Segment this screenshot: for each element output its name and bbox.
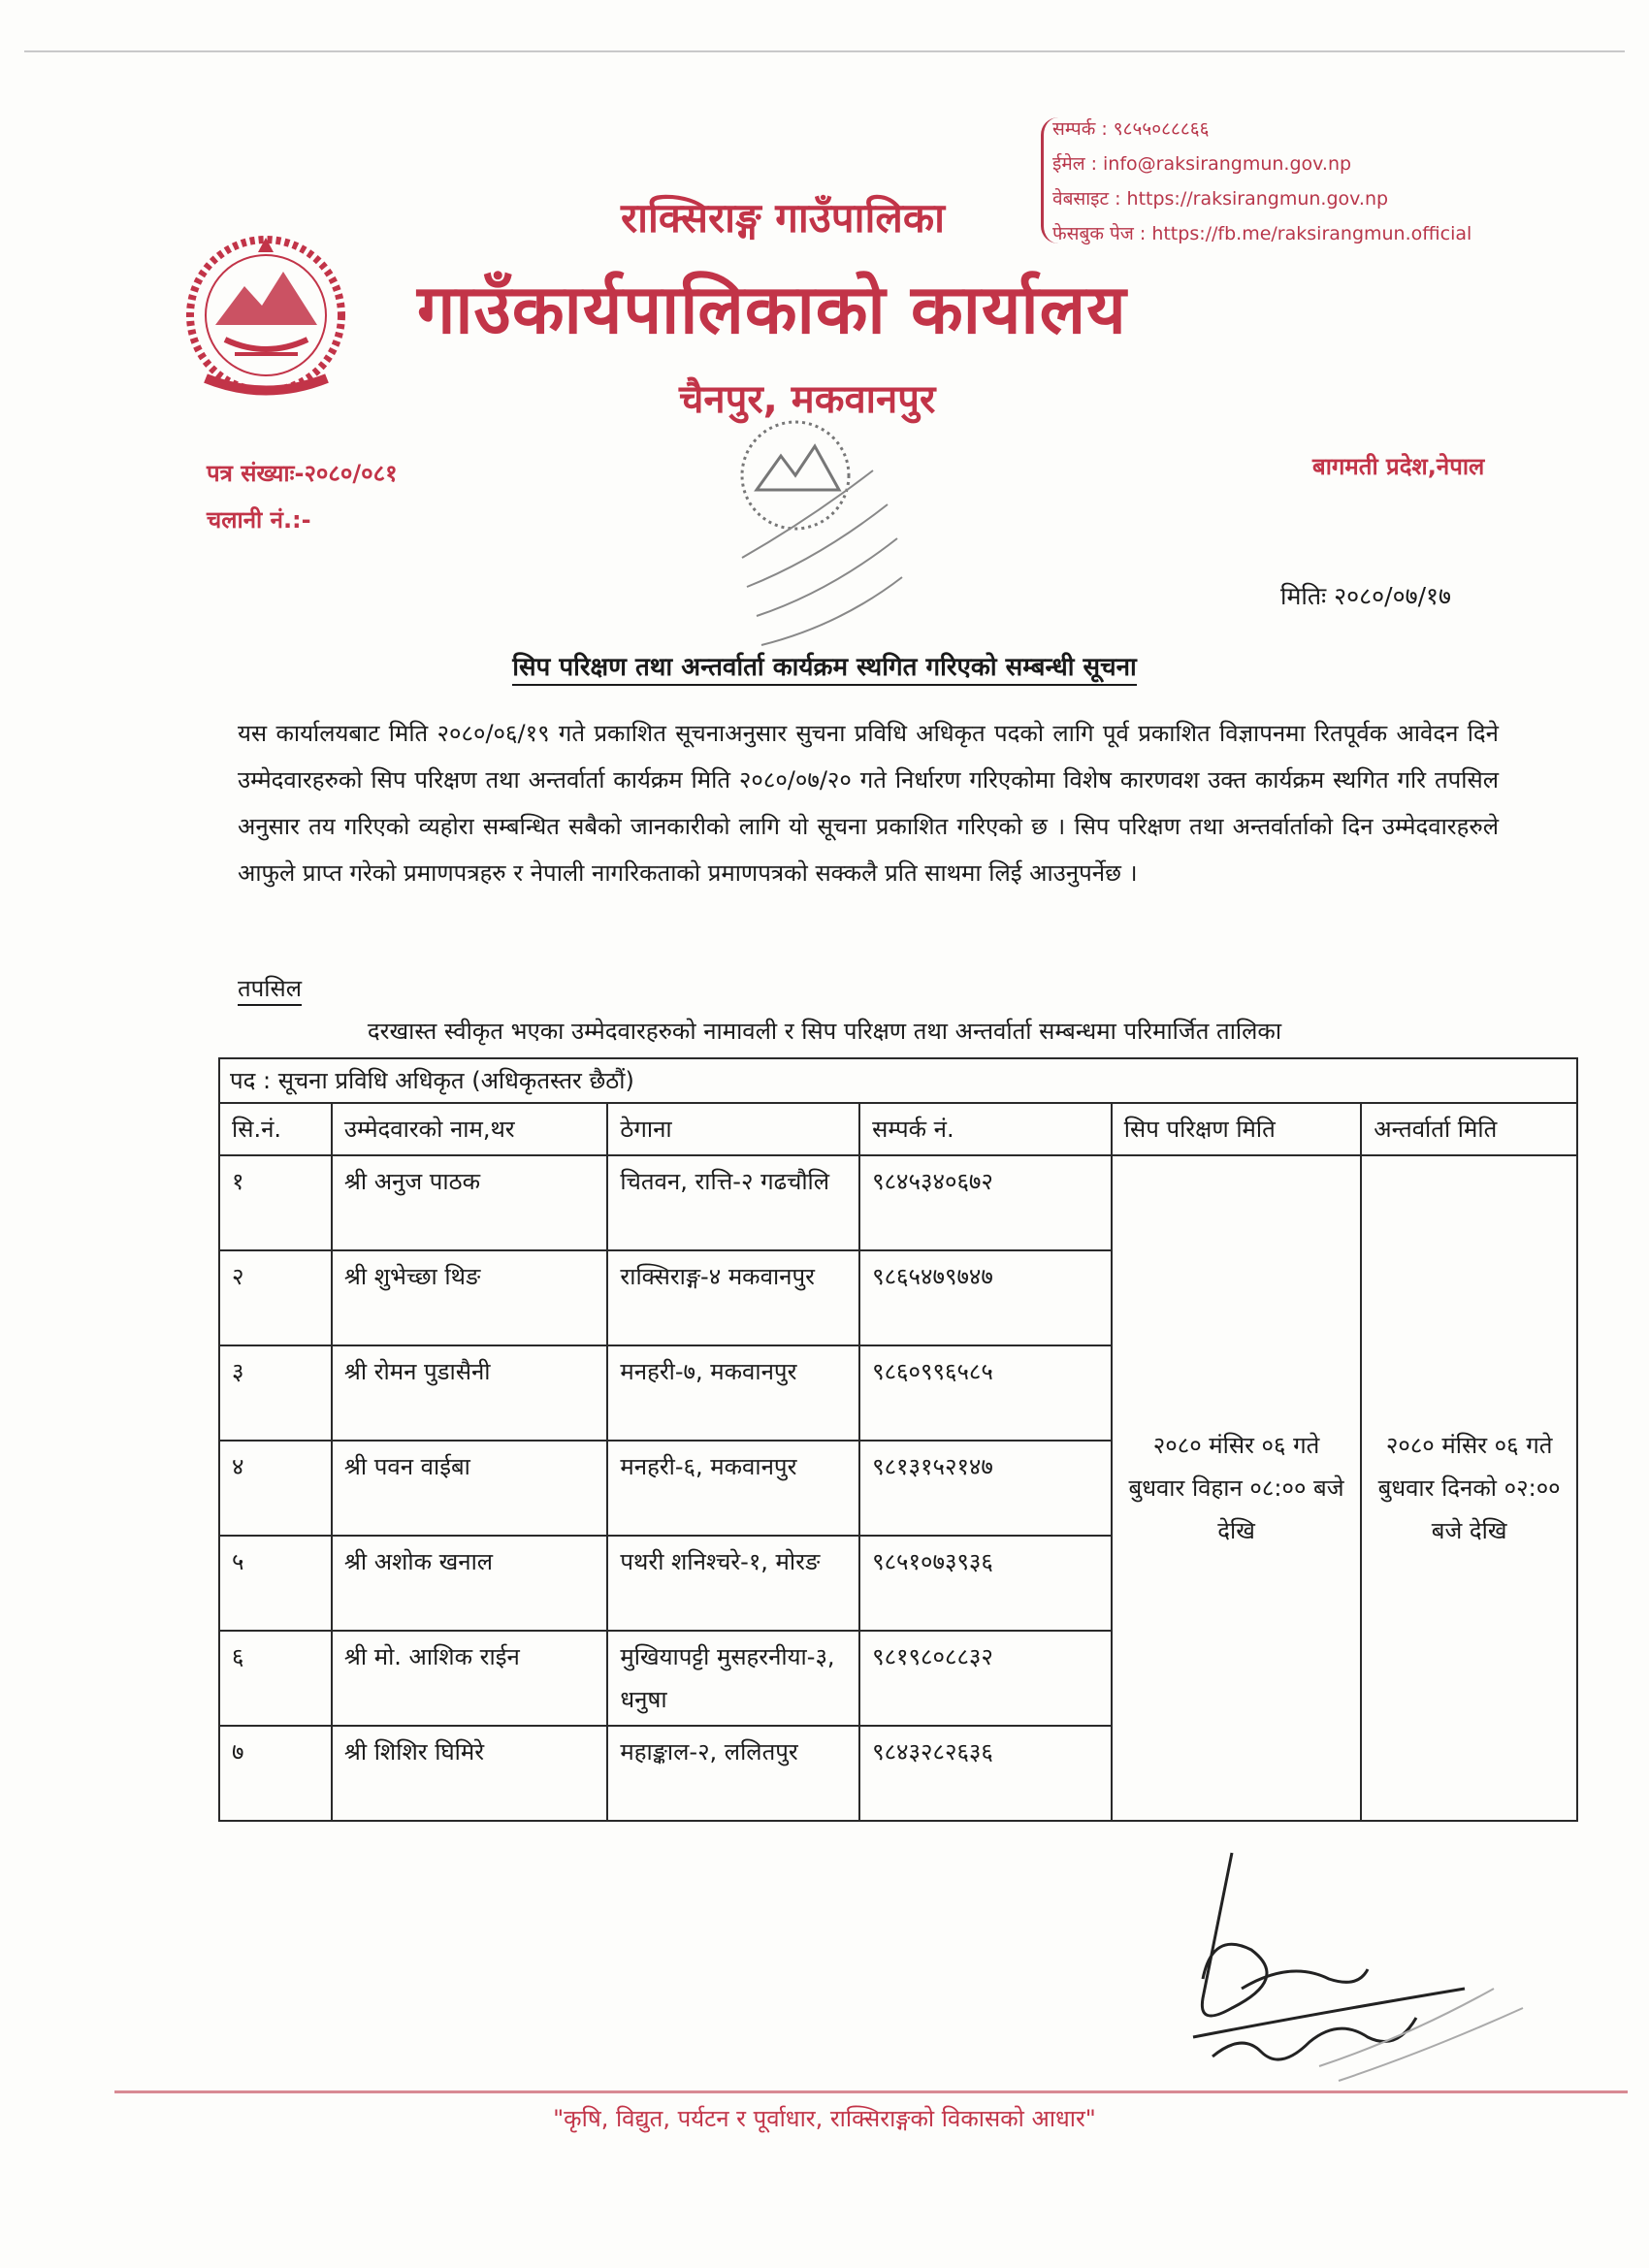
contact-website: वेबसाइट : https://raksirangmun.gov.np	[1052, 188, 1389, 210]
cell-sn: ३	[219, 1345, 332, 1441]
cell-sn: २	[219, 1250, 332, 1345]
office-name: गाउँकार्यपालिकाको कार्यालय	[417, 270, 1127, 349]
notice-subject: सिप परिक्षण तथा अन्तर्वार्ता कार्यक्रम स्थगित गरिएको सम्बन्धी सूचना	[0, 648, 1649, 683]
letter-number: पत्र संख्याः-२०८०/०८१	[207, 460, 398, 487]
contact-email: ईमेल : info@raksirangmun.gov.np	[1052, 153, 1352, 175]
cell-contact: ९८१३१५२१४७	[859, 1441, 1112, 1536]
cell-sn: ४	[219, 1441, 332, 1536]
header-interview-date: अन्तर्वार्ता मिति	[1361, 1103, 1577, 1155]
skill-test-date-cell: २०८० मंसिर ०६ गते बुधवार विहान ०८:०० बजे देखि	[1112, 1155, 1362, 1821]
dispatch-number: चलानी नं.:-	[207, 506, 311, 534]
cell-contact: ९८४५३४०६७२	[859, 1155, 1112, 1250]
header-sn: सि.नं.	[219, 1103, 332, 1155]
notice-body: यस कार्यालयबाट मिति २०८०/०६/१९ गते प्रकाशित सूचनाअनुसार सुचना प्रविधि अधिकृत पदको लागि पूर्व प्रकाशित विज्ञापनमा रितपूर्वक आवेदन दिने उम्मेदवारहरुको सिप परिक्षण तथा अन्तर्वार्ता कार्यक्रम मिति २०८०/०७/२० गते निर्धारण गरिएकोमा विशेष कारणवश उक्त कार्यक्रम स्थगित गरि तपसिल अनुसार तय गरिएको व्यहोरा सम्बन्धित सबैको जानकारीको लागि यो सूचना प्रकाशित गरिएको छ । सिप परिक्षण तथा अन्तर्वार्ताको दिन उम्मेदवारहरुले आफुले प्राप्त गरेको प्रमाणपत्रहरु र नेपाली नागरिकताको प्रमाणपत्रको सक्कलै प्रति साथमा लिई आउनुपर्नेछ ।	[238, 720, 1499, 887]
cell-name: श्री शिशिर घिमिरे	[332, 1726, 608, 1821]
email-link[interactable]: info@raksirangmun.gov.np	[1103, 153, 1352, 175]
contact-block	[1052, 112, 1596, 251]
header-skill-test-date: सिप परिक्षण मिति	[1112, 1103, 1362, 1155]
letter-meta	[207, 450, 398, 543]
tapsil-heading: तपसिल	[238, 972, 302, 1006]
cell-contact: ९८६५४७९७४७	[859, 1250, 1112, 1345]
office-seal-icon	[703, 412, 926, 655]
cell-address: चितवन, रात्ति-२ गढचौलि	[607, 1155, 859, 1250]
cell-name: श्री पवन वाईबा	[332, 1441, 608, 1536]
cell-address: पथरी शनिश्चरे-१, मोरङ	[607, 1536, 859, 1631]
cell-contact: ९८४३२८२६३६	[859, 1726, 1112, 1821]
header-name: उम्मेदवारको नाम,थर	[332, 1103, 608, 1155]
cell-name: श्री रोमन पुडासैनी	[332, 1345, 608, 1441]
brace-decoration	[1041, 117, 1061, 243]
top-rule	[24, 50, 1625, 52]
cell-sn: ७	[219, 1726, 332, 1821]
cell-name: श्री अशोक खनाल	[332, 1536, 608, 1631]
letter-date: मितिः २०८०/०७/१७	[1280, 582, 1451, 610]
cell-name: श्री मो. आशिक राईन	[332, 1631, 608, 1726]
cell-name: श्री अनुज पाठक	[332, 1155, 608, 1250]
table-row	[219, 1155, 1577, 1250]
cell-address: मुखियापट्टी मुसहरनीया-३, धनुषा	[607, 1631, 859, 1726]
cell-sn: ५	[219, 1536, 332, 1631]
table-header-row	[219, 1103, 1577, 1155]
contact-facebook: फेसबुक पेज : https://fb.me/raksirangmun.official	[1052, 223, 1472, 244]
cell-name: श्री शुभेच्छा थिङ	[332, 1250, 608, 1345]
interview-date-cell: २०८० मंसिर ०६ गते बुधवार दिनको ०२:०० बजे देखि	[1361, 1155, 1577, 1821]
cell-address: महाङ्काल-२, ललितपुर	[607, 1726, 859, 1821]
header-address: ठेगाना	[607, 1103, 859, 1155]
cell-address: मनहरी-७, मकवानपुर	[607, 1345, 859, 1441]
municipality-name: राक्सिराङ्ग गाउँपालिका	[621, 194, 945, 242]
nepal-emblem-icon	[177, 233, 356, 403]
website-link[interactable]: https://raksirangmun.gov.np	[1126, 188, 1389, 210]
cell-contact: ९८१९८०८८३२	[859, 1631, 1112, 1726]
cell-contact: ९८६०९९६५८५	[859, 1345, 1112, 1441]
contact-phone: सम्पर्क : ९८५५०८८८६६	[1052, 118, 1210, 140]
signature-icon	[1174, 1843, 1552, 2086]
province: बागमती प्रदेश,नेपाल	[1312, 453, 1485, 480]
cell-address: राक्सिराङ्ग-४ मकवानपुर	[607, 1250, 859, 1345]
footer-motto: "कृषि, विद्युत, पर्यटन र पूर्वाधार, राक्सिराङ्गको विकासको आधार"	[553, 2105, 1096, 2132]
facebook-link[interactable]: https://fb.me/raksirangmun.official	[1151, 223, 1472, 244]
table-caption: दरखास्त स्वीकृत भएका उम्मेदवारहरुको नामावली र सिप परिक्षण तथा अन्तर्वार्ता सम्बन्धमा परिमार्जित तालिका	[367, 1018, 1282, 1045]
post-title: पद : सूचना प्रविधि अधिकृत (अधिकृतस्तर छैठौं)	[219, 1058, 1577, 1103]
bottom-rule	[114, 2090, 1628, 2093]
cell-sn: ६	[219, 1631, 332, 1726]
candidate-schedule-table	[218, 1057, 1578, 1822]
header-contact: सम्पर्क नं.	[859, 1103, 1112, 1155]
office-place: चैनपुर, मकवानपुर	[679, 377, 936, 422]
cell-sn: १	[219, 1155, 332, 1250]
cell-contact: ९८५१०७३९३६	[859, 1536, 1112, 1631]
cell-address: मनहरी-६, मकवानपुर	[607, 1441, 859, 1536]
